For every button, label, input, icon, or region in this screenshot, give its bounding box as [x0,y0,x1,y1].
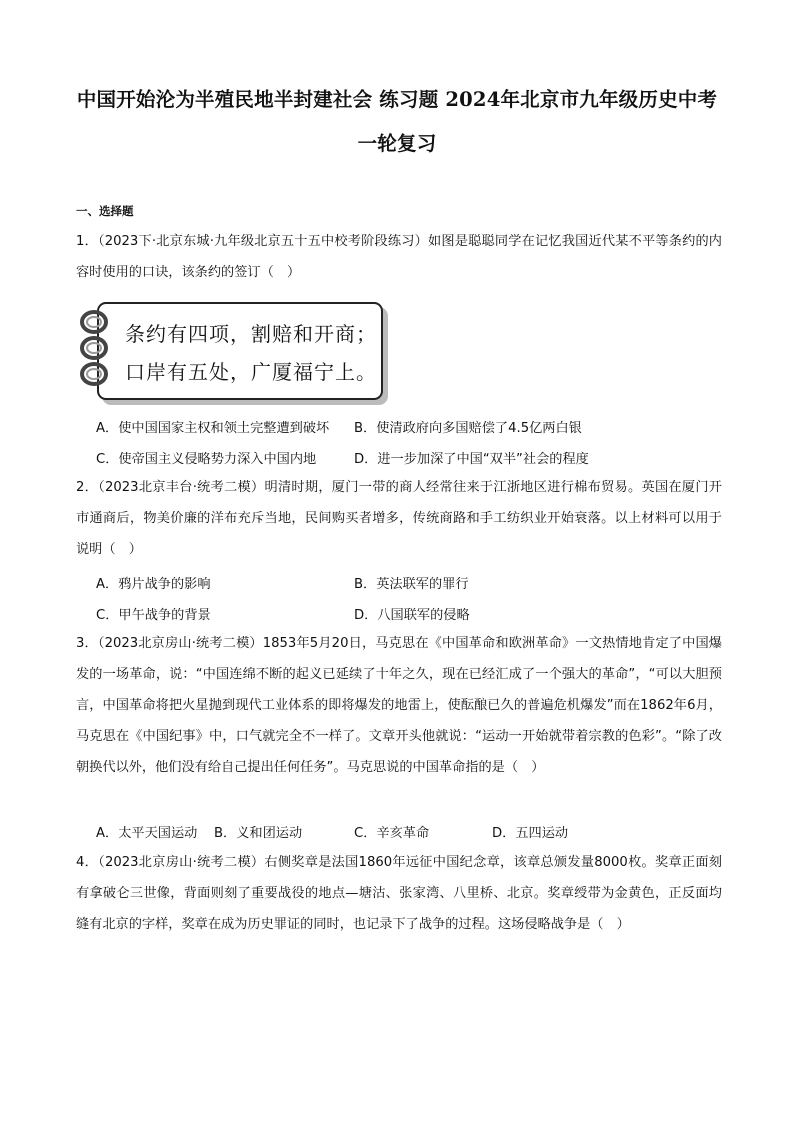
option-1c[interactable]: C．使帝国主义侵略势力深入中国内地 [96,452,317,467]
section-heading: 一、选择题 [76,204,134,218]
question-2-stem: 2．（2023北京丰台·统考二模）明清时期，厦门一带的商人经常往来于江浙地区进行棉布贸易。英国在厦门开市通商后，物美价廉的洋布充斥当地，民间购买者增多，传统商路和手工纺织业开始衰落。以上材料可以用于说明（ ） [76,480,722,557]
option-1d[interactable]: D．进一步加深了中国“双半”社会的程度 [354,452,589,467]
question-4-stem: 4．（2023北京房山·统考二模）右侧奖章是法国1860年远征中国纪念章，该章总颁发量8000枚。奖章正面刻有拿破仑三世像，背面则刻了重要战役的地点—塘沽、张家湾、八里桥、北京。奖章绶带为金黄色，正反面均缝有北京的字样，奖章在成为历史罪证的同时，也记录下了战争的过程。这场侵略战争是（ ） [76,855,722,932]
option-2b[interactable]: B．英法联军的罪行 [354,577,469,592]
option-3d[interactable]: D．五四运动 [492,826,569,841]
question-1-stem: 1．（2023下·北京东城·九年级北京五十五中校考阶段练习）如图是聪聪同学在记忆我国近代某不平等条约的内容时使用的口诀，该条约的签订（ ） [76,234,722,280]
page-title [60,78,734,166]
option-3b[interactable]: B．义和团运动 [214,826,303,841]
option-2a[interactable]: A．鸦片战争的影响 [96,577,211,592]
mnemonic-line-1: 条约有四项，割赔和开商； [125,322,377,346]
option-1a[interactable]: A．使中国国家主权和领土完整遭到破坏 [96,421,330,436]
question-3-stem: 3．（2023北京房山·统考二模）1853年5月20日，马克思在《中国革命和欧洲革命》一文热情地肯定了中国爆发的一场革命，说：“中国连绵不断的起义已延续了十年之久，现在已经汇成了一个强大的革命”，“可以大胆预言，中国革命将把火星抛到现代工业体系的即将爆发的地雷上，使酝酿已久的普遍危机爆发”而在1862年6月，马克思在《中国纪事》中，口气就完全不一样了。文章开头他就说：“运动一开始就带着宗教的色彩”。“除了改朝换代以外，他们没有给自己提出任何任务”。马克思说的中国革命指的是（ ） [76,636,722,775]
mnemonic-line-2: 口岸有五处，广厦福宁上。 [125,360,377,384]
title-line-2: 一轮复习 [357,132,437,155]
option-2d[interactable]: D．八国联军的侵略 [354,608,470,623]
notebook-rings-icon [74,300,134,400]
title-line-1: 中国开始沦为半殖民地半封建社会 练习题 2024年北京市九年级历史中考 [76,88,718,111]
mnemonic-card [97,302,383,400]
option-1b[interactable]: B．使清政府向多国赔偿了4.5亿两白银 [354,421,582,436]
option-3c[interactable]: C．辛亥革命 [354,826,430,841]
option-3a[interactable]: A．太平天国运动 [96,826,198,841]
option-2c[interactable]: C．甲午战争的背景 [96,608,211,623]
